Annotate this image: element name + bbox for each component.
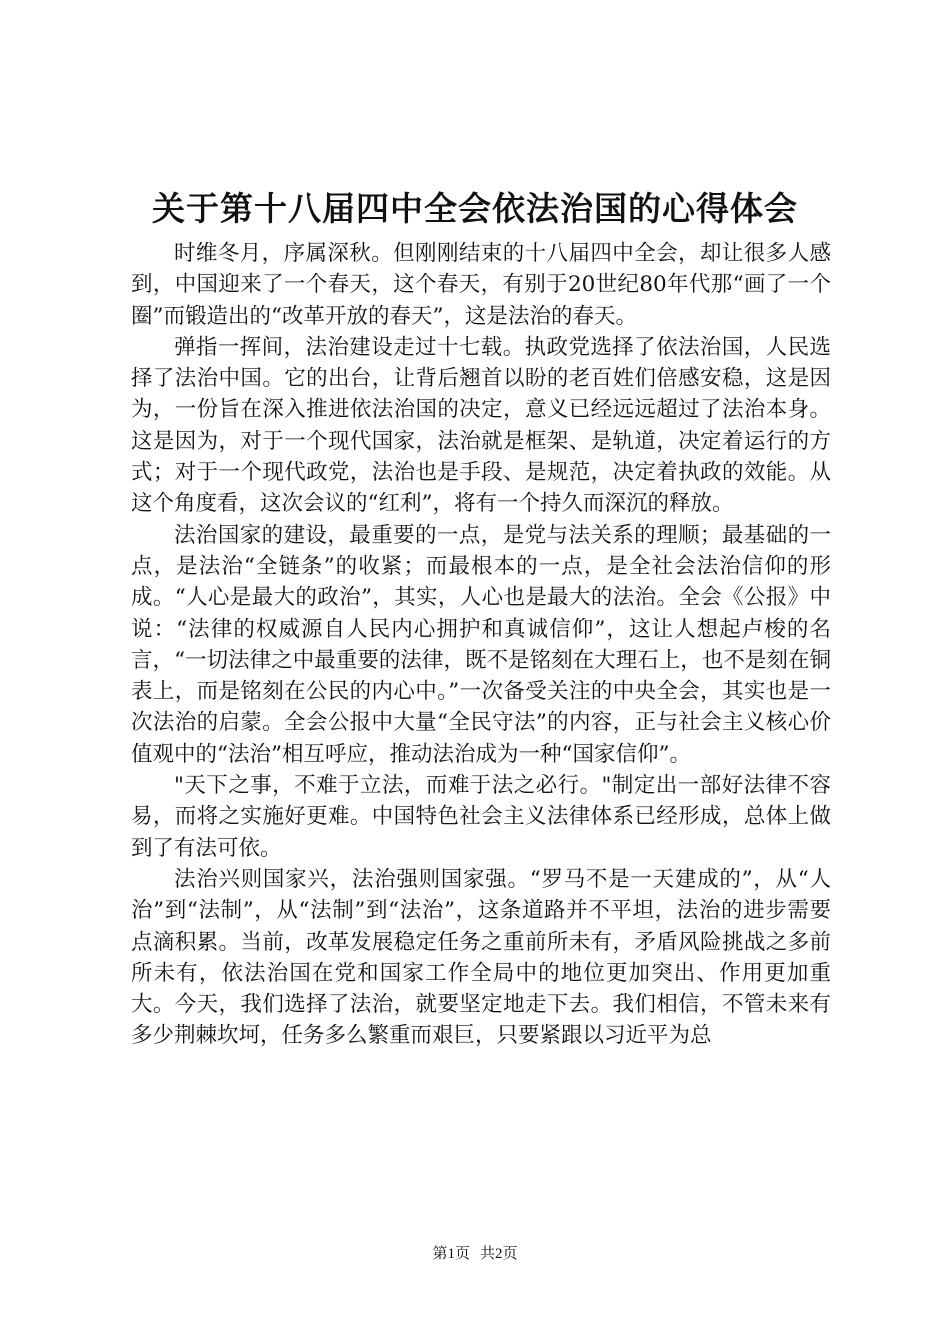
page-footer	[0, 1244, 950, 1264]
paragraph: 时维冬月，序属深秋。但刚刚结束的十八届四中全会，却让很多人感到，中国迎来了一个春天，这个春天，有别于20世纪80年代那“画了一个圈”而锻造出的“改革开放的春天”，这是法治的春天。	[131, 241, 831, 329]
paragraph: 法治兴则国家兴，法治强则国家强。“罗马不是一天建成的”，从“人治”到“法制”，从“法制”到“法治”，这条道路并不平坦，法治的进步需要点滴积累。当前，改革发展稳定任务之重前所未有，矛盾风险挑战之多前所未有，依法治国在党和国家工作全局中的地位更加突出、作用更加重大。今天，我们选择了法治，就要坚定地走下去。我们相信，不管未来有多少荆棘坎坷，任务多么繁重而艰巨，只要紧跟以习近平为总	[131, 866, 831, 1049]
paragraph: 法治国家的建设，最重要的一点，是党与法关系的理顺；最基础的一点，是法治“全链条”的收紧；而最根本的一点，是全社会法治信仰的形成。“人心是最大的政治”，其实，人心也是最大的法治。全会《公报》中说：“法律的权威源自人民内心拥护和真诚信仰”，这让人想起卢梭的名言，“一切法律之中最重要的法律，既不是铭刻在大理石上，也不是刻在铜表上，而是铭刻在公民的内心中。”一次备受关注的中央全会，其实也是一次法治的启蒙。全会公报中大量“全民守法”的内容，正与社会主义核心价值观中的“法治”相互呼应，推动法治成为一种“国家信仰”。	[131, 522, 831, 767]
paragraph: "天下之事，不难于立法，而难于法之必行。"制定出一部好法律不容易，而将之实施好更难。中国特色社会主义法律体系已经形成，总体上做到了有法可依。	[131, 773, 831, 861]
page-total: 共2页	[480, 1246, 518, 1262]
page-number: 第1页	[432, 1246, 470, 1262]
paragraph: 弹指一挥间，法治建设走过十七载。执政党选择了依法治国，人民选择了法治中国。它的出台，让背后翘首以盼的老百姓们倍感安稳，这是因为，一份旨在深入推进依法治国的决定，意义已经远远超过了法治本身。这是因为，对于一个现代国家，法治就是框架、是轨道，决定着运行的方式；对于一个现代政党，法治也是手段、是规范，决定着执政的效能。从这个角度看，这次会议的“红利”，将有一个持久而深沉的释放。	[131, 334, 831, 517]
document-body	[131, 238, 831, 1052]
document-title: 关于第十八届四中全会依法治国的心得体会	[152, 189, 798, 228]
